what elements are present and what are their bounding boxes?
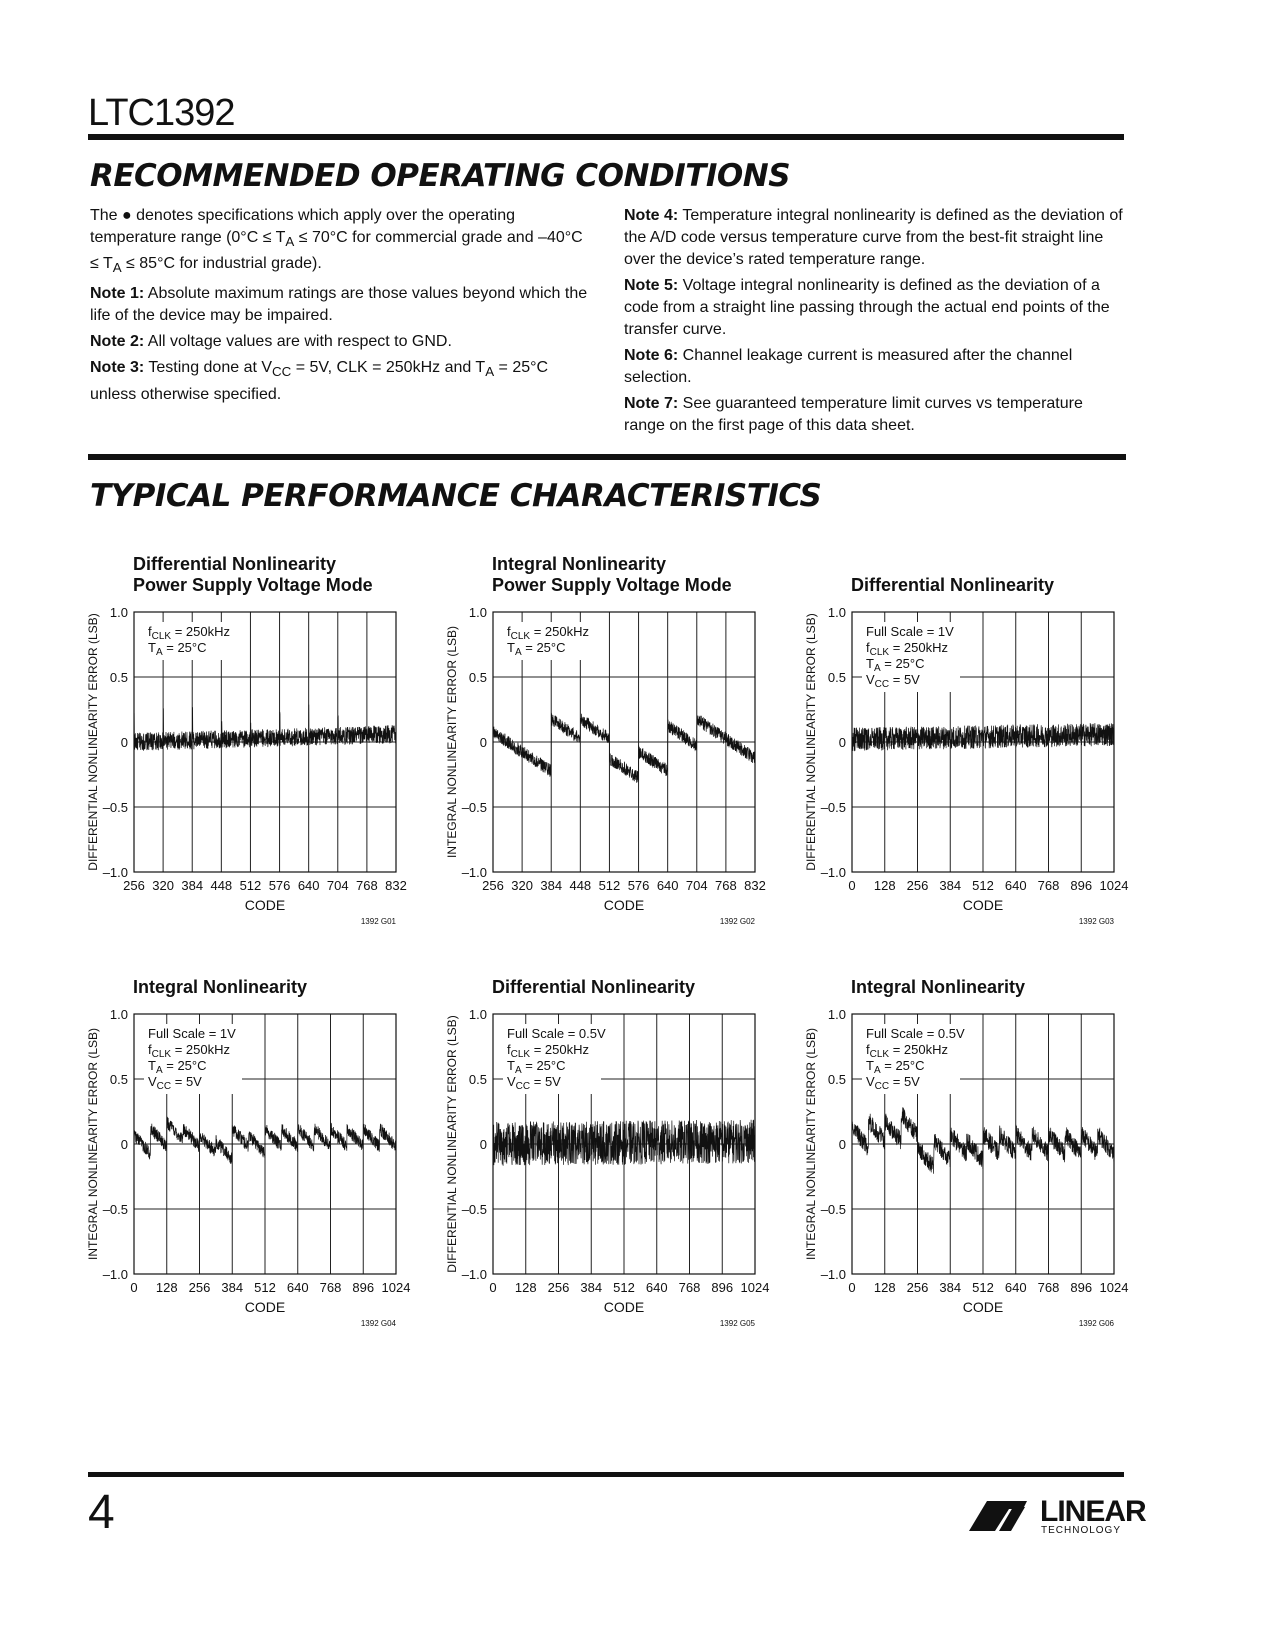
annotation-rest: = 250kHz [889,640,948,655]
chart-6 [806,952,1161,1327]
annotation-main: V [507,1074,516,1089]
annotation-main: Full Scale = 1V [866,624,954,639]
annotation-rest: = 25°C [162,640,207,655]
annotation-main: T [507,1058,515,1073]
y-axis-label: INTEGRAL NONLINEARITY ERROR (LSB) [804,1027,818,1261]
annotation-main: f [148,624,152,639]
y-tick-label: 0 [479,735,487,750]
y-axis-label: INTEGRAL NONLINEARITY ERROR (LSB) [445,625,459,859]
y-tick-label: –1.0 [820,865,846,880]
annotation-rest: = 250kHz [530,624,589,639]
annotation-main: f [148,1042,152,1057]
y-tick-label: 1.0 [468,1007,487,1022]
x-tick-label: 0 [489,1280,497,1295]
note-1: Note 1: Absolute maximum ratings are those values beyond which the life of the device may be impaired. [90,285,588,325]
x-tick-label: 896 [352,1280,375,1295]
x-tick-label: 128 [873,878,896,893]
part-number: LTC1392 [88,92,235,134]
x-tick-label: 512 [239,878,262,893]
chart-svg [88,952,443,1327]
y-tick-label: 0 [838,735,846,750]
annotation-line [866,1026,965,1041]
annotation-main: f [507,1042,511,1057]
chart-svg [806,952,1161,1327]
annotation-main: Full Scale = 0.5V [866,1026,965,1041]
x-tick-label: 1024 [1099,878,1129,893]
annotation-subscript: CLK [510,1049,531,1060]
annotation-main: f [866,640,870,655]
chart-title-line: Integral Nonlinearity [133,977,308,997]
y-tick-label: –1.0 [820,1267,846,1282]
x-tick-label: 640 [656,878,679,893]
x-axis-label: CODE [244,1299,286,1315]
x-tick-label: 896 [1070,878,1093,893]
x-tick-label: 128 [873,1280,896,1295]
x-tick-label: 384 [580,1280,603,1295]
annotation-rest: = 25°C [880,656,925,671]
annotation-rest: = 25°C [162,1058,207,1073]
y-tick-label: 0 [120,1137,128,1152]
x-tick-label: 576 [268,878,291,893]
x-tick-label: 1024 [1099,1280,1129,1295]
y-tick-label: –0.5 [461,800,487,815]
annotation-subscript: A [514,647,522,658]
note-intro: The ● denotes specifications which apply over the operating temperature range ($0^\circ C \le T_A \le 70^\circ C$ for commercial grade and $-40^\circ C \le T_A \le 85^\circ C$ for industrial grade). [90,207,583,276]
x-tick-label: 640 [1004,878,1027,893]
annotation-main: T [866,656,874,671]
annotation-main: V [866,1074,875,1089]
y-tick-label: 0.5 [827,670,846,685]
section-rule [88,454,1126,460]
annotation-rest: = 5V [889,672,920,687]
x-tick-label: 512 [613,1280,635,1295]
x-tick-label: 256 [188,1280,211,1295]
notes-right-column [624,205,1124,441]
annotation-main: T [866,1058,874,1073]
x-tick-label: 704 [326,878,349,893]
annotation-rest: = 250kHz [889,1042,948,1057]
annotation-main: T [148,640,156,655]
annotation-main: Full Scale = 0.5V [507,1026,606,1041]
chart-svg [88,550,443,925]
x-tick-label: 832 [744,878,766,893]
x-tick-label: 384 [181,878,204,893]
annotation-subscript: CC [515,1081,531,1092]
data-trace [134,705,396,751]
chart-title-line: Integral Nonlinearity [492,554,667,574]
x-tick-label: 256 [906,1280,929,1295]
y-tick-label: –1.0 [102,865,128,880]
x-axis-label: CODE [962,897,1004,913]
annotation-rest: = 25°C [521,1058,566,1073]
x-tick-label: 768 [319,1280,342,1295]
annotation-subscript: A [514,1065,522,1076]
y-axis-label: INTEGRAL NONLINEARITY ERROR (LSB) [86,1027,100,1261]
annotation-subscript: CLK [869,647,890,658]
y-tick-label: 0 [120,735,128,750]
x-tick-label: 1024 [381,1280,411,1295]
chart-3 [806,550,1161,925]
annotation-rest: = 5V [171,1074,202,1089]
x-tick-label: 640 [297,878,320,893]
x-tick-label: 832 [385,878,407,893]
y-axis-label: DIFFERENTIAL NONLINEARITY ERROR (LSB) [86,613,100,871]
footer-rule [88,1472,1124,1477]
x-tick-label: 128 [514,1280,537,1295]
annotation-main: T [507,640,515,655]
note-2: Note 2: All voltage values are with respect to GND. [90,333,452,351]
x-tick-label: 256 [123,878,145,893]
x-axis-label: CODE [244,897,286,913]
x-tick-label: 0 [130,1280,138,1295]
x-tick-label: 768 [1037,878,1060,893]
x-tick-label: 256 [482,878,504,893]
figure-id: 1392 G05 [719,1319,755,1328]
x-tick-label: 448 [569,878,592,893]
y-tick-label: 0 [838,1137,846,1152]
chart-5 [447,952,802,1327]
annotation-main: V [866,672,875,687]
x-tick-label: 640 [645,1280,668,1295]
logo-subtext: TECHNOLOGY [1041,1525,1122,1536]
figure-id: 1392 G06 [1078,1319,1114,1328]
y-tick-label: 0.5 [827,1072,846,1087]
x-tick-label: 128 [155,1280,178,1295]
note-4: Note 4: Temperature integral nonlinearity is defined as the deviation of the A/D code versus temperature curve from the best-fit straight line over the device’s rated temperature range. [624,207,1123,268]
x-tick-label: 320 [511,878,533,893]
x-tick-label: 384 [939,1280,962,1295]
figure-id: 1392 G04 [360,1319,396,1328]
annotation-subscript: CLK [151,1049,172,1060]
y-axis-label: DIFFERENTIAL NONLINEARITY ERROR (LSB) [445,1015,459,1273]
y-tick-label: –0.5 [102,800,128,815]
x-tick-label: 512 [254,1280,276,1295]
annotation-main: f [507,624,511,639]
annotation-subscript: A [873,1065,881,1076]
y-tick-label: –0.5 [102,1202,128,1217]
annotation-subscript: CLK [151,631,172,642]
x-tick-label: 384 [540,878,563,893]
y-tick-label: –1.0 [461,1267,487,1282]
x-tick-label: 768 [715,878,737,893]
annotation-main: T [148,1058,156,1073]
x-tick-label: 704 [685,878,708,893]
y-tick-label: –1.0 [461,865,487,880]
y-tick-label: 1.0 [827,605,846,620]
bullet-icon: ● [122,207,132,224]
annotation-rest: = 250kHz [171,1042,230,1057]
x-tick-label: 512 [972,878,994,893]
annotation-main: V [148,1074,157,1089]
x-tick-label: 320 [152,878,174,893]
x-tick-label: 0 [848,1280,856,1295]
chart-svg [447,952,802,1327]
y-tick-label: 0.5 [109,670,128,685]
annotation-line [866,624,954,639]
x-tick-label: 256 [547,1280,570,1295]
y-tick-label: –0.5 [461,1202,487,1217]
annotation-subscript: A [155,647,163,658]
chart-title-line: Integral Nonlinearity [851,977,1026,997]
figure-id: 1392 G03 [1078,917,1114,926]
x-tick-label: 896 [711,1280,734,1295]
x-axis-label: CODE [603,897,645,913]
y-tick-label: 0.5 [109,1072,128,1087]
chart-svg [447,550,802,925]
x-tick-label: 384 [221,1280,244,1295]
x-tick-label: 512 [598,878,621,893]
annotation-rest: = 25°C [521,640,566,655]
annotation-subscript: CLK [869,1049,890,1060]
x-tick-label: 512 [972,1280,994,1295]
y-tick-label: 0 [479,1137,487,1152]
annotation-subscript: CC [874,679,890,690]
x-axis-label: CODE [962,1299,1004,1315]
note-6: Note 6: Channel leakage current is measured after the channel selection. [624,347,1073,386]
chart-title-line: Differential Nonlinearity [492,977,696,997]
x-tick-label: 768 [356,878,378,893]
chart-title-line: Differential Nonlinearity [851,575,1055,595]
y-tick-label: 1.0 [827,1007,846,1022]
annotation-main: Full Scale = 1V [148,1026,236,1041]
x-tick-label: 384 [939,878,962,893]
chart-title-line: Power Supply Voltage Mode [492,575,732,595]
x-tick-label: 256 [906,878,929,893]
annotation-subscript: CLK [510,631,531,642]
x-tick-label: 0 [848,878,856,893]
section-title-operating: RECOMMENDED OPERATING CONDITIONS [90,158,791,194]
note-3: Note 3: Testing done at $V_{CC} = 5V$, CLK = 250kHz and $T_A = 25^\circ C$ unless otherwise specified. [90,359,549,403]
logo-text: LINEAR [1040,1495,1146,1528]
note-7: Note 7: See guaranteed temperature limit curves vs temperature range on the first page of this data sheet. [624,395,1083,434]
y-tick-label: –0.5 [820,1202,846,1217]
chart-4 [88,952,443,1327]
annotation-subscript: A [873,663,881,674]
section-title-performance: TYPICAL PERFORMANCE CHARACTERISTICS [90,478,822,514]
chart-title-line: Power Supply Voltage Mode [133,575,373,595]
y-tick-label: –0.5 [820,800,846,815]
x-tick-label: 640 [286,1280,309,1295]
x-tick-label: 896 [1070,1280,1093,1295]
annotation-subscript: CC [156,1081,172,1092]
x-tick-label: 768 [678,1280,701,1295]
header-rule [88,134,1124,140]
chart-2 [447,550,802,925]
annotation-rest: = 5V [889,1074,920,1089]
data-trace [493,1120,755,1166]
y-tick-label: 0.5 [468,670,487,685]
figure-id: 1392 G01 [360,917,396,926]
annotation-rest: = 250kHz [171,624,230,639]
y-tick-label: 1.0 [109,605,128,620]
figure-id: 1392 G02 [719,917,755,926]
annotation-rest: = 25°C [880,1058,925,1073]
annotation-main: f [866,1042,870,1057]
notes-left-column [90,205,590,410]
annotation-rest: = 5V [530,1074,561,1089]
chart-1 [88,550,443,925]
page-number: 4 [88,1486,115,1539]
chart-svg [806,550,1161,925]
x-tick-label: 448 [210,878,233,893]
chart-title-line: Differential Nonlinearity [133,554,337,574]
annotation-line [507,1026,606,1041]
note-5: Note 5: Voltage integral nonlinearity is defined as the deviation of a code from a straight line passing through the actual end points of the transfer curve. [624,277,1110,338]
annotation-rest: = 250kHz [530,1042,589,1057]
annotation-subscript: CC [874,1081,890,1092]
y-tick-label: 1.0 [468,605,487,620]
y-axis-label: DIFFERENTIAL NONLINEARITY ERROR (LSB) [804,613,818,871]
x-axis-label: CODE [603,1299,645,1315]
data-trace [493,713,755,783]
x-tick-label: 1024 [740,1280,770,1295]
x-tick-label: 576 [627,878,650,893]
x-tick-label: 768 [1037,1280,1060,1295]
x-tick-label: 640 [1004,1280,1027,1295]
y-tick-label: 1.0 [109,1007,128,1022]
y-tick-label: 0.5 [468,1072,487,1087]
annotation-line [148,1026,236,1041]
y-tick-label: –1.0 [102,1267,128,1282]
annotation-subscript: A [155,1065,163,1076]
